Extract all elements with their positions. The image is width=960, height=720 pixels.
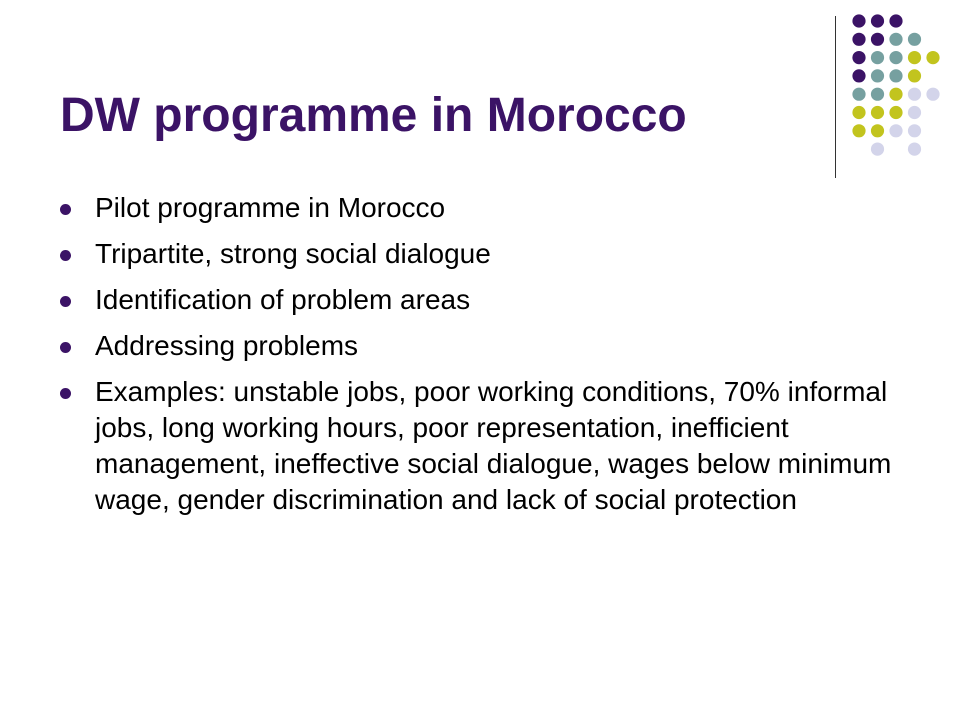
- bullet-dot-icon: [60, 388, 71, 399]
- bullet-text: Pilot programme in Morocco: [95, 192, 446, 223]
- bullet-dot-icon: [60, 296, 71, 307]
- decorative-dot: [908, 88, 921, 101]
- decorative-dot: [908, 33, 921, 46]
- decorative-dot: [871, 69, 884, 82]
- decorative-dot: [871, 33, 884, 46]
- decorative-dot: [852, 14, 865, 27]
- decorative-dot: [871, 14, 884, 27]
- decorative-dot: [871, 143, 884, 156]
- decorative-dot: [908, 143, 921, 156]
- bullet-item: [60, 328, 900, 364]
- bullet-dot-icon: [60, 250, 71, 261]
- decorative-dot: [889, 51, 902, 64]
- decorative-dot: [908, 51, 921, 64]
- decorative-dot: [889, 69, 902, 82]
- decorative-dot: [852, 33, 865, 46]
- decorative-dot: [889, 14, 902, 27]
- decorative-dot-grid: [0, 0, 960, 200]
- bullet-dot-icon: [60, 342, 71, 353]
- decorative-dot: [889, 88, 902, 101]
- slide-title: DW programme in Morocco: [60, 89, 687, 142]
- bullet-list: [60, 190, 900, 528]
- bullet-item: [60, 374, 900, 518]
- bullet-text: Tripartite, strong social dialogue: [95, 238, 491, 269]
- decorative-dot: [871, 106, 884, 119]
- decorative-dot: [926, 51, 939, 64]
- bullet-text: Identification of problem areas: [95, 284, 471, 315]
- decorative-dot: [926, 88, 939, 101]
- decorative-dot: [852, 106, 865, 119]
- decorative-dot: [852, 124, 865, 137]
- decorative-dot: [908, 106, 921, 119]
- decorative-dot: [889, 106, 902, 119]
- bullet-item: [60, 282, 900, 318]
- bullet-item: [60, 236, 900, 272]
- decorative-dot: [908, 69, 921, 82]
- decorative-dot: [871, 124, 884, 137]
- bullet-item: [60, 190, 900, 226]
- decorative-dot: [889, 33, 902, 46]
- decorative-dot: [852, 51, 865, 64]
- decorative-dot: [908, 124, 921, 137]
- decorative-dot: [889, 124, 902, 137]
- bullet-dot-icon: [60, 204, 71, 215]
- decorative-dot: [871, 88, 884, 101]
- decorative-dot: [871, 51, 884, 64]
- bullet-text: Addressing problems: [95, 330, 359, 361]
- decorative-dot: [852, 69, 865, 82]
- decorative-dot: [852, 88, 865, 101]
- bullet-text: Examples: unstable jobs, poor working conditions, 70% informal jobs, long working hours, poor representation, inefficient management, ineffective social dialogue, wages below minimum wage, gender discrimination and lack of social protection: [95, 376, 892, 515]
